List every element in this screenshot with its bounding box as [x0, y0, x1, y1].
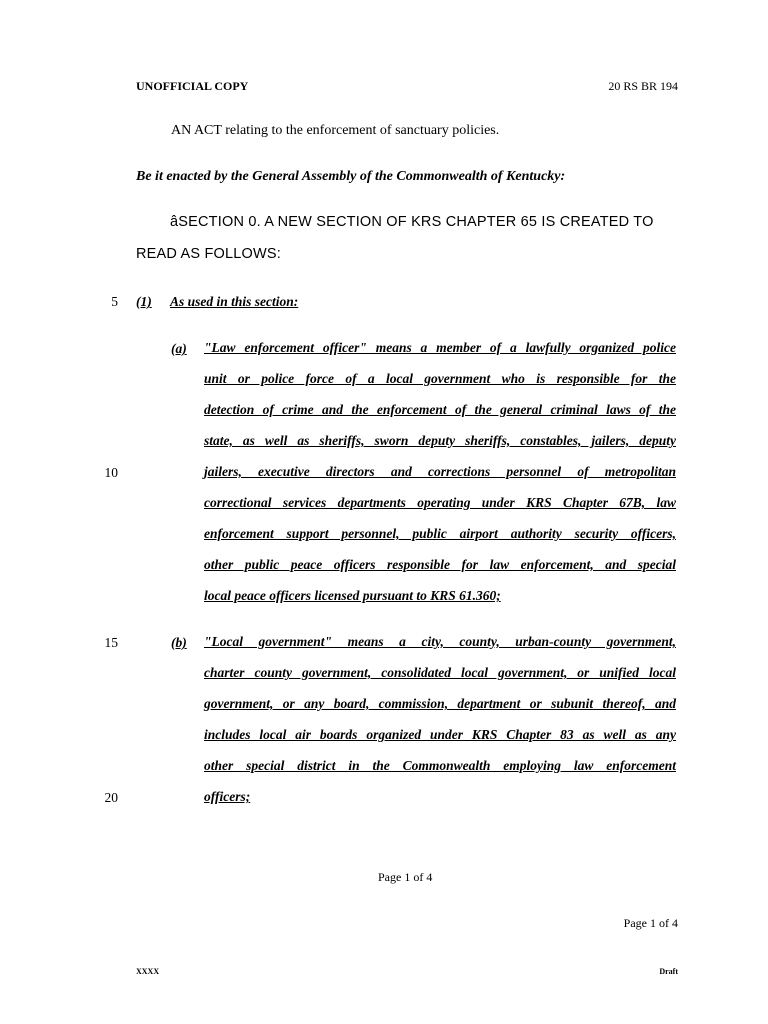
act-title: AN ACT relating to the enforcement of sanctuary policies. [171, 123, 500, 138]
enacting-clause: Be it enacted by the General Assembly of the Commonwealth of Kentucky: [136, 169, 566, 184]
para-b-text [204, 630, 676, 816]
header-left: UNOFFICIAL COPY [136, 79, 249, 93]
para-a-line: other public peace officers responsible for law enforcement, and special [204, 557, 676, 572]
para-a-line: local peace officers licensed pursuant to KRS 61.360; [204, 588, 501, 603]
para-a-line: detection of crime and the enforcement of the general criminal laws of the [204, 402, 676, 417]
para-b-line: government, or any board, commission, department or subunit thereof, and [204, 696, 676, 711]
line-number-20: 20 [104, 790, 118, 805]
para-a-line: jailers, executive directors and corrections personnel of metropolitan [204, 464, 676, 479]
para-b-line: "Local government" means a city, county, urban-county government, [204, 634, 676, 649]
page-number-center: Page 1 of 4 [378, 870, 433, 884]
header-bill-number: 20 RS BR 194 [608, 79, 678, 93]
para-a-label: (a) [171, 341, 187, 356]
section-heading-line2: READ AS FOLLOWS: [136, 246, 282, 262]
para-b-line: includes local air boards organized under KRS Chapter 83 as well as any [204, 727, 676, 742]
para-b-line: other special district in the Commonwealth employing law enforcement [204, 758, 676, 773]
para-a-line: unit or police force of a local government who is responsible for the [204, 371, 676, 386]
para-b-label: (b) [171, 635, 187, 650]
section-heading-line1: âSECTION 0. A NEW SECTION OF KRS CHAPTER 65 IS CREATED TO [170, 214, 654, 230]
line-number-15: 15 [104, 635, 118, 650]
para-a-line: "Law enforcement officer" means a member of a lawfully organized police [204, 340, 676, 355]
para-a-text [204, 336, 676, 615]
footer-left-mark: XXXX [136, 967, 160, 976]
para-a-line: state, as well as sheriffs, sworn deputy sheriffs, constables, jailers, deputy [204, 433, 676, 448]
line-number-10: 10 [104, 465, 118, 480]
para-b-line: charter county government, consolidated local government, or unified local [204, 665, 676, 680]
para-a-line: correctional services departments operating under KRS Chapter 67B, law [204, 495, 676, 510]
subsection-1-label: (1) [136, 294, 152, 309]
para-b-line: officers; [204, 789, 251, 804]
footer-draft-mark: Draft [659, 967, 678, 976]
page-number-right: Page 1 of 4 [623, 916, 678, 930]
subsection-1-text: As used in this section: [170, 294, 299, 309]
para-a-line: enforcement support personnel, public airport authority security officers, [204, 526, 676, 541]
line-number-5: 5 [111, 294, 118, 309]
